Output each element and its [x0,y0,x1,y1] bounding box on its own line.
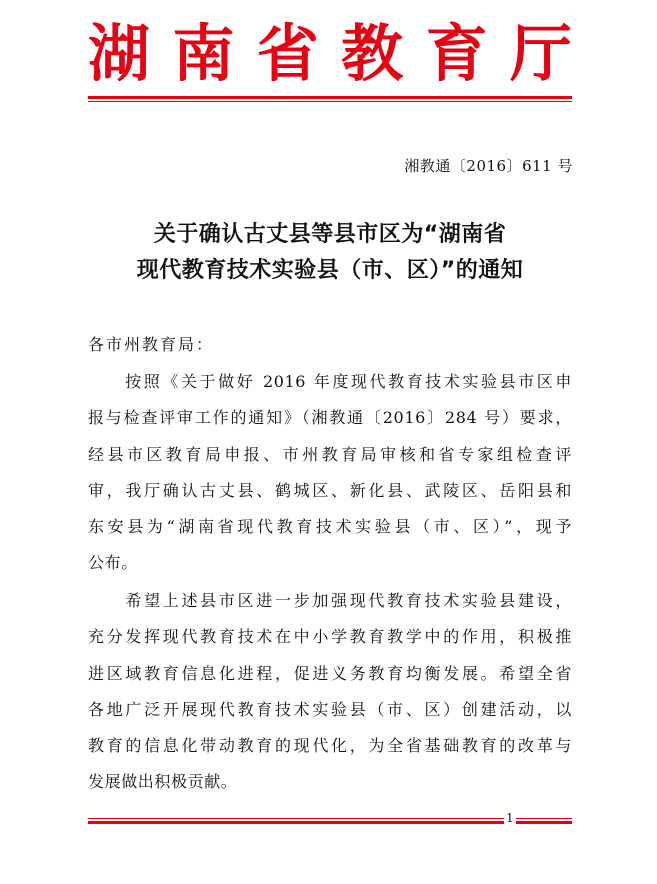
paragraph-line: 充分发挥现代教育技术在中小学教育教学中的作用，积极推 [88,627,572,647]
paragraph-line: 审，我厅确认古丈县、鹤城区、新化县、武陵区、岳阳县和 [88,480,572,500]
title-line-2: 现代教育技术实验县（市、区）”的通知 [136,258,524,283]
paragraph-line: 经县市区教育局申报、市州教育局审核和省专家组检查评 [88,444,572,464]
title-line-1: 关于确认古丈县等县市区为“湖南省 [153,222,507,247]
document-number: 湘教通〔2016〕611 号 [404,157,573,175]
paragraph-line: 进区域教育信息化进程，促进义务教育均衡发展。希望全省 [88,663,572,683]
body-paragraph-2 [88,583,572,801]
masthead-char: 厅 [509,17,572,90]
masthead-rule-thick [88,96,572,99]
masthead-char: 教 [341,17,404,90]
paragraph-line: 按照《关于做好 2016 年度现代教育技术实验县市区申 [88,372,572,391]
masthead-title [88,14,572,94]
masthead-char: 省 [256,17,319,90]
salutation: 各市州教育局： [88,335,215,354]
paragraph-line: 发展做出积极贡献。 [88,772,238,792]
paragraph-line: 东安县为“湖南省现代教育技术实验县（市、区）”，现予 [88,517,572,537]
paragraph-line: 希望上述县市区进一步加强现代教育技术实验县建设， [88,591,572,610]
masthead-char: 南 [172,17,235,90]
footer-rule-thick [88,821,572,824]
masthead-char: 育 [425,17,488,90]
paragraph-line: 公布。 [88,553,138,573]
document-title [88,217,572,289]
paragraph-line: 报与检查评审工作的通知》（湘教通〔2016〕284 号）要求， [88,408,572,428]
masthead-char: 湖 [88,17,151,90]
page-number: 1 [506,811,514,825]
paragraph-line: 各地广泛开展现代教育技术实验县（市、区）创建活动，以 [88,699,572,719]
body-paragraph-1 [88,364,572,582]
paragraph-line: 教育的信息化带动教育的现代化，为全省基础教育的改革与 [88,736,572,756]
footer-rule-thin [88,818,572,819]
masthead-rule-thin [88,101,572,102]
